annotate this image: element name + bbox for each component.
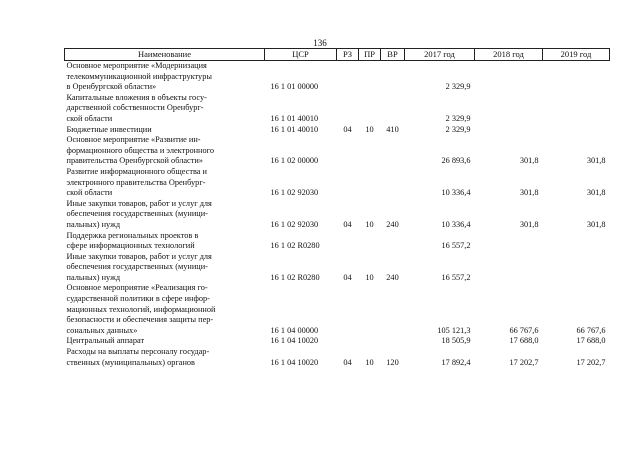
table-row [65, 167, 610, 199]
row-csr: 16 1 01 40010 [270, 113, 319, 123]
row-pr [359, 167, 381, 199]
row-pr [359, 336, 381, 347]
row-2019 [543, 61, 610, 93]
row-rz [337, 167, 359, 199]
row-csr: 16 1 02 92030 [270, 219, 319, 229]
row-vr [381, 135, 405, 167]
row-vr [381, 283, 405, 336]
row-2017: 2 329,9 [445, 124, 471, 134]
row-2017: 2 329,9 [445, 113, 471, 123]
row-2019: 301,8 [586, 156, 606, 166]
row-csr: 16 1 04 10020 [270, 336, 319, 346]
row-2018 [475, 125, 543, 136]
header-name: Наименование [65, 49, 265, 61]
row-2019: 301,8 [586, 219, 606, 229]
row-name: Основное мероприятие «Развитие ин- формационного общества и электронного правительства Оренбургской области» [66, 135, 214, 166]
row-name: Основное мероприятие «Модернизация телекоммуникационной инфраструктуры в Оренбургской области» [66, 61, 212, 92]
header-2018: 2018 год [475, 49, 543, 61]
row-vr: 240 [386, 219, 399, 229]
row-2018: 301,8 [519, 219, 539, 229]
row-rz [337, 61, 359, 93]
row-2018: 66 767,6 [509, 325, 539, 335]
row-csr: 16 1 02 00000 [270, 156, 319, 166]
row-2017: 10 336,4 [441, 219, 471, 229]
header-2017: 2017 год [405, 49, 475, 61]
table-row [65, 336, 610, 347]
row-name: Капитальные вложения в объекты госу- дарственной собственности Оренбург- ской области [66, 92, 207, 123]
row-rz [337, 231, 359, 252]
table-row [65, 199, 610, 231]
budget-table [64, 48, 610, 368]
row-name: Поддержка региональных проектов в сфере информационных технологий [66, 230, 199, 251]
row-vr: 120 [386, 357, 399, 367]
row-2017: 16 557,2 [441, 272, 471, 282]
row-rz [337, 283, 359, 336]
table-row [65, 347, 610, 368]
row-2018: 301,8 [519, 188, 539, 198]
row-2017: 10 336,4 [441, 188, 471, 198]
row-pr: 10 [365, 272, 374, 282]
table-row [65, 135, 610, 167]
row-csr: 16 1 02 92030 [270, 188, 319, 198]
table-row [65, 231, 610, 252]
row-2019: 17 688,0 [576, 336, 606, 346]
row-name: Бюджетные инвестиции [66, 124, 152, 134]
table-row [65, 252, 610, 284]
row-rz: 04 [343, 272, 352, 282]
row-pr [359, 231, 381, 252]
table-row [65, 61, 610, 93]
row-csr: 16 1 02 R0280 [270, 241, 320, 251]
row-pr: 10 [365, 124, 374, 134]
row-2018 [475, 231, 543, 252]
page-number: 136 [313, 38, 327, 48]
row-rz [337, 336, 359, 347]
header-2019: 2019 год [543, 49, 610, 61]
row-pr [359, 135, 381, 167]
row-csr: 16 1 02 R0280 [270, 272, 320, 282]
row-name: Расходы на выплаты персоналу государ- ственных (муниципальных) органов [66, 347, 210, 367]
row-csr: 16 1 04 00000 [270, 325, 319, 335]
row-name: Иные закупки товаров, работ и услуг для обеспечения государственных (муници- пальных) нужд [66, 251, 212, 282]
row-csr: 16 1 04 10020 [270, 357, 319, 367]
row-2018: 17 688,0 [509, 336, 539, 346]
header-vr: ВР [381, 49, 405, 61]
row-vr [381, 93, 405, 125]
row-rz: 04 [343, 219, 352, 229]
header-rz: РЗ [337, 49, 359, 61]
row-2018: 17 202,7 [509, 357, 539, 367]
row-2019 [543, 252, 610, 284]
row-vr: 410 [386, 124, 399, 134]
row-2018: 301,8 [519, 156, 539, 166]
row-2017: 16 557,2 [441, 241, 471, 251]
row-2018 [475, 61, 543, 93]
row-2019: 17 202,7 [576, 357, 606, 367]
row-pr: 10 [365, 357, 374, 367]
row-pr [359, 93, 381, 125]
row-vr [381, 167, 405, 199]
row-rz [337, 93, 359, 125]
row-name: Основное мероприятие «Реализация го- сударственной политики в сфере инфор- мационных технологий, информационной безопасности и обеспечения защиты пер- сональных данных» [66, 283, 216, 335]
row-name: Иные закупки товаров, работ и услуг для обеспечения государственных (муници- пальных) нужд [66, 198, 212, 229]
row-2017: 26 893,6 [441, 156, 471, 166]
row-vr [381, 336, 405, 347]
header-pr: ПР [359, 49, 381, 61]
table-header-row [65, 49, 610, 61]
row-2017: 2 329,9 [445, 82, 471, 92]
row-vr [381, 231, 405, 252]
row-2017: 105 121,3 [437, 325, 471, 335]
row-name: Центральный аппарат [66, 336, 145, 346]
table-row [65, 283, 610, 336]
row-pr: 10 [365, 219, 374, 229]
row-csr: 16 1 01 00000 [270, 82, 319, 92]
table-row [65, 93, 610, 125]
table-row [65, 125, 610, 136]
row-csr: 16 1 01 40010 [270, 124, 319, 134]
row-2018 [475, 93, 543, 125]
row-2017: 18 505,9 [441, 336, 471, 346]
row-2019 [543, 125, 610, 136]
row-rz [337, 135, 359, 167]
row-2019: 301,8 [586, 188, 606, 198]
row-pr [359, 283, 381, 336]
table-body [65, 61, 610, 369]
row-vr [381, 61, 405, 93]
header-csr: ЦСР [265, 49, 337, 61]
row-rz: 04 [343, 124, 352, 134]
row-pr [359, 61, 381, 93]
row-2019 [543, 93, 610, 125]
row-2017: 17 892,4 [441, 357, 471, 367]
row-vr: 240 [386, 272, 399, 282]
row-2018 [475, 252, 543, 284]
row-rz: 04 [343, 357, 352, 367]
row-name: Развитие информационного общества и электронного правительства Оренбург- ской области [66, 166, 207, 198]
row-2019 [543, 231, 610, 252]
row-2019: 66 767,6 [576, 325, 606, 335]
